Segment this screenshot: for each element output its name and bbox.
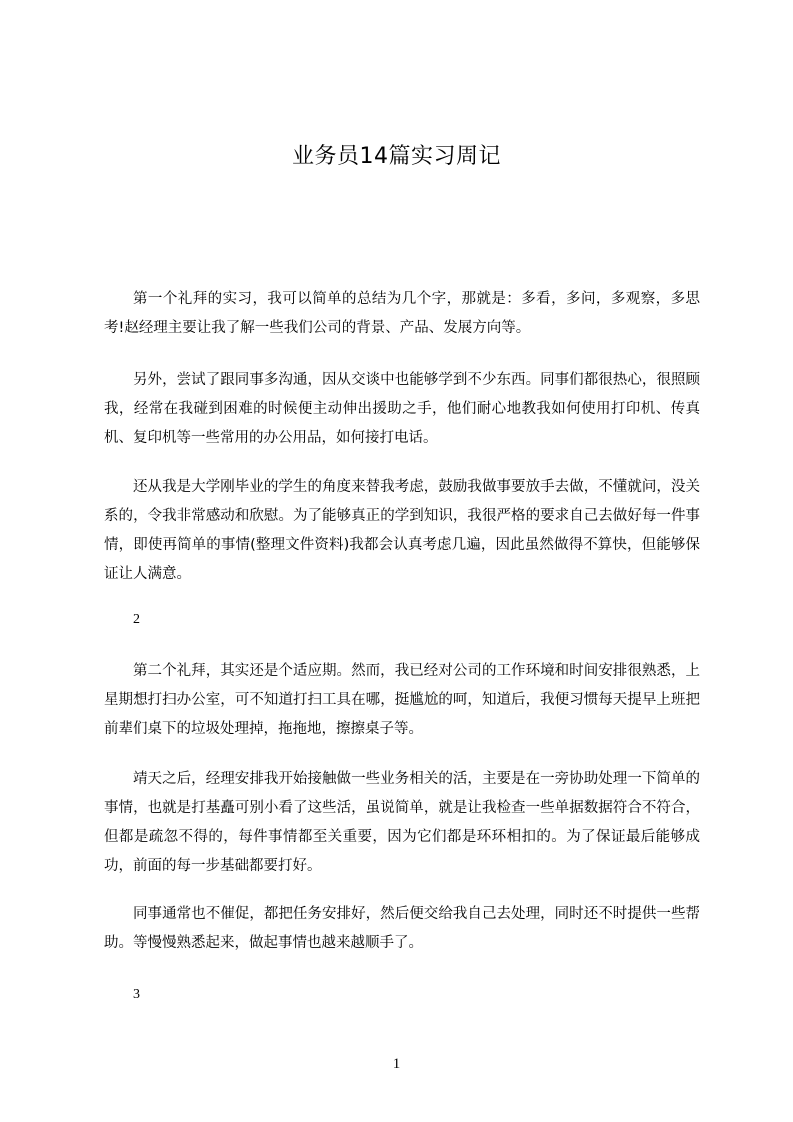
paragraph-3: 还从我是大学刚毕业的学生的角度来替我考虑，鼓励我做事要放手去做，不懂就问，没关系的，令我非常感动和欣慰。为了能够真正的学到知识，我很严格的要求自己去做好每一件事情，即使再简单的事情(整理文件资料)我都会认真考虑几遍，因此虽然做得不算快，但能够保证让人满意。: [104, 479, 700, 582]
paragraph-2: 另外，尝试了跟同事多沟通，因从交谈中也能够学到不少东西。同事们都很热心，很照顾我，经常在我碰到困难的时候便主动伸出援助之手，他们耐心地教我如何使用打印机、传真机、复印机等一些常用的办公用品，如何接打电话。: [104, 372, 700, 446]
paragraph-5: 靖天之后，经理安排我开始接触做一些业务相关的活，主要是在一旁协助处理一下简单的事情，也就是打基矗可别小看了这些活，虽说简单，就是让我检查一些单据数据符合不符合，但都是疏忽不得的，每件事情都至关重要，因为它们都是环环相扣的。为了保证最后能够成功，前面的每一步基础都要打好。: [104, 771, 700, 874]
paragraph-1: 第一个礼拜的实习，我可以简单的总结为几个字，那就是：多看，多问，多观察，多思考!赵经理主要让我了解一些我们公司的背景、产品、发展方向等。: [104, 291, 700, 336]
page-number: 1: [392, 1056, 401, 1072]
paragraph-4: 第二个礼拜，其实还是个适应期。然而，我已经对公司的工作环境和时间安排很熟悉，上星期想打扫办公室，可不知道打扫工具在哪，挺尴尬的呵，知道后，我便习惯每天提早上班把前辈们桌下的垃圾处理掉，拖拖地，擦擦桌子等。: [104, 663, 700, 737]
paragraph-6: 同事通常也不催促，都把任务安排好，然后便交给我自己去处理，同时还不时提供一些帮助。等慢慢熟悉起来，做起事情也越来越顺手了。: [104, 906, 700, 951]
page-title: 业务员14篇实习周记: [292, 144, 501, 169]
section-number-2: 2: [133, 612, 140, 627]
section-number-3: 3: [133, 987, 140, 1002]
